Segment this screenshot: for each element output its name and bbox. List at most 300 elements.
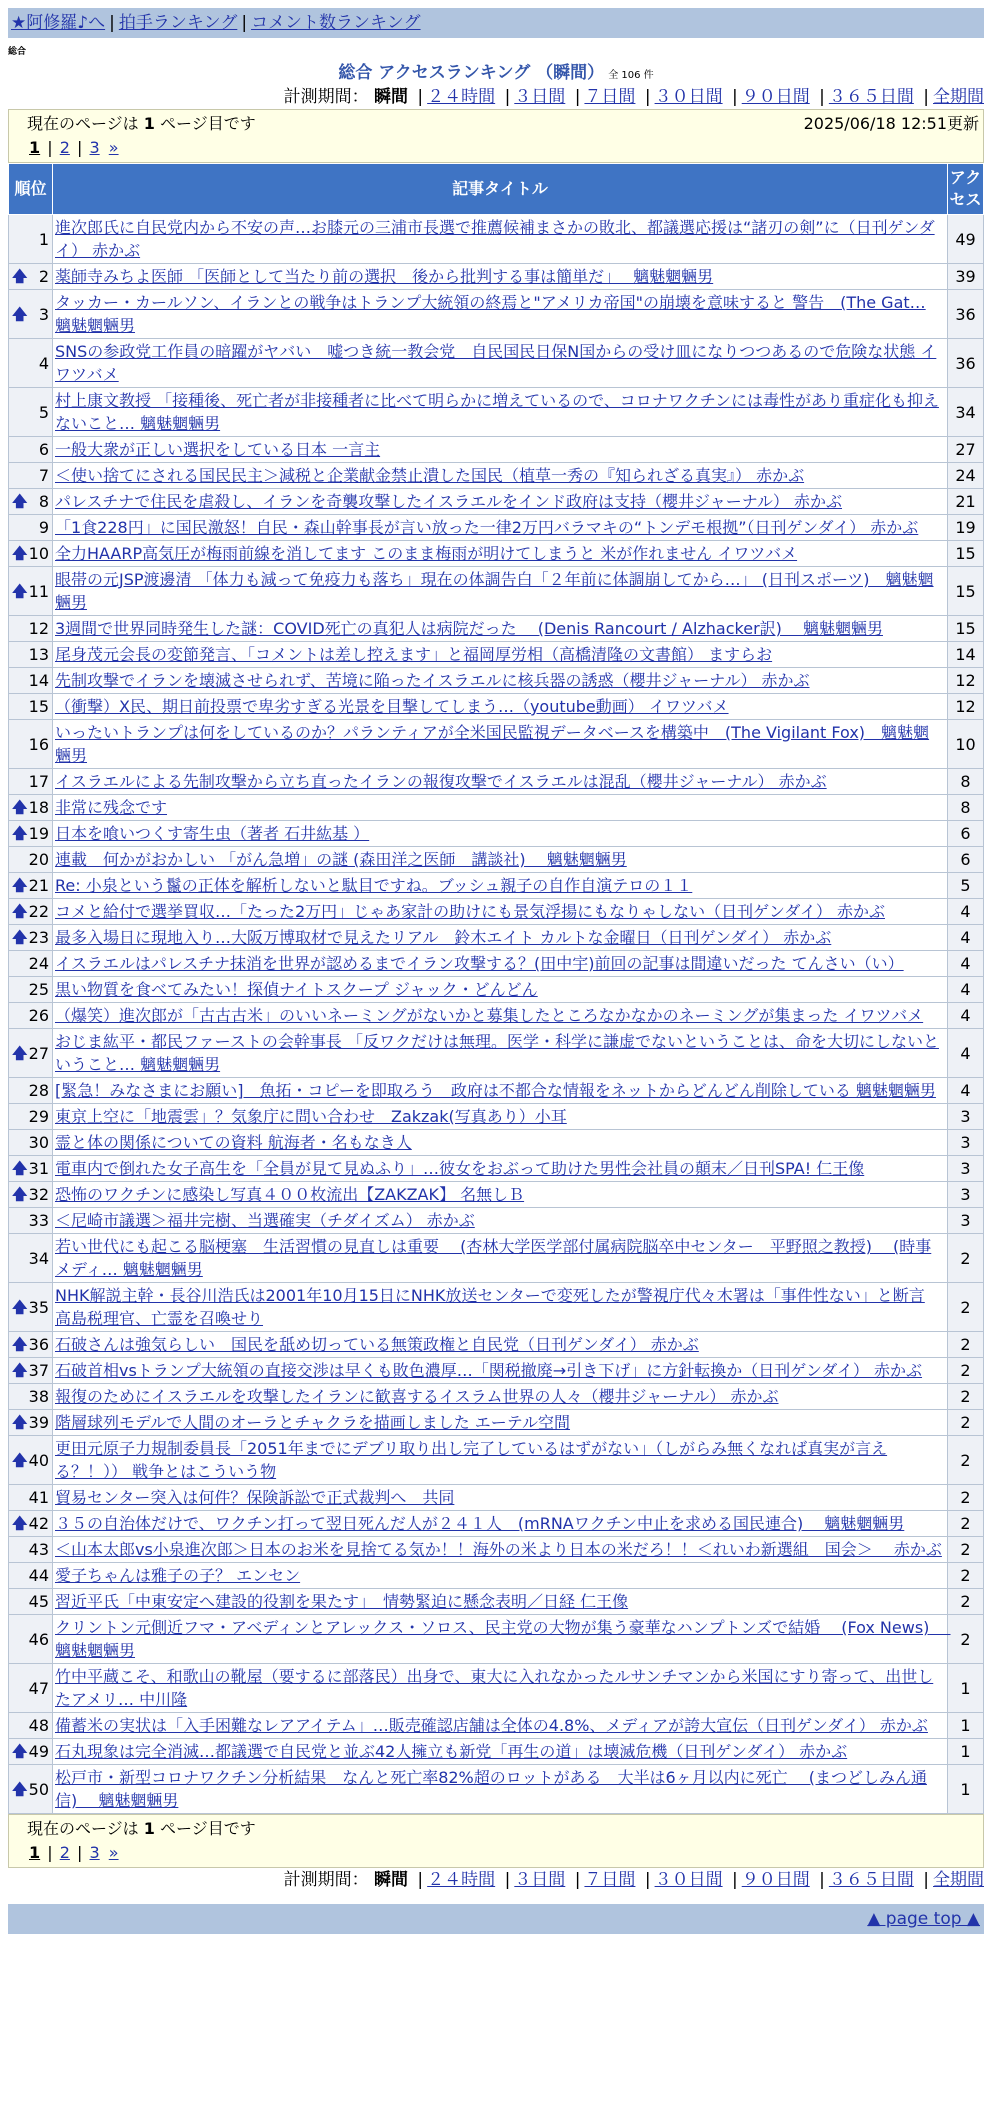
access-count-cell: 8	[948, 769, 984, 795]
rank-cell	[9, 463, 53, 489]
access-count-cell: 6	[948, 847, 984, 873]
rank-up-arrow-icon: 🡅	[12, 544, 28, 562]
title-cell	[53, 847, 948, 873]
rank-number: 23	[28, 928, 49, 947]
rank-cell	[9, 1615, 53, 1664]
ranking-table-body	[9, 215, 984, 1814]
rank-number: 41	[28, 1488, 49, 1507]
title-cell	[53, 769, 948, 795]
title-cell	[53, 1208, 948, 1234]
title-cell	[53, 1234, 948, 1283]
table-row	[9, 1029, 984, 1078]
article-title-link[interactable]: 進次郎氏に自民党内から不安の声…お膝元の三浦市長選で推薦候補まさかの敗北、都議選応援は“諸刃の剣”に（日刊ゲンダイ） 赤かぶ	[55, 218, 935, 260]
article-title-link[interactable]: 薬師寺みちよ医師 「医師として当たり前の選択 後から批判する事は簡単だ」 魑魅魍魎男	[55, 267, 714, 286]
period-separator: |	[644, 1870, 651, 1890]
title-cell	[53, 668, 948, 694]
rank-cell	[9, 1511, 53, 1537]
bottom-bar	[8, 1904, 984, 1934]
rank-up-arrow-icon: 🡅	[12, 492, 28, 510]
rank-number: 47	[28, 1678, 49, 1698]
nav-separator: |	[241, 13, 248, 33]
rank-cell	[9, 1332, 53, 1358]
rank-number: 34	[28, 1248, 49, 1268]
article-title-link[interactable]: 眼帯の元JSP渡邊清 「体力も減って免疫力も落ち」現在の体調告白「２年前に体調崩してから…」 (日刊スポーツ) 魑魅魍魎男	[55, 570, 934, 612]
title-cell	[53, 1615, 951, 1664]
table-row	[9, 1332, 984, 1358]
table-row	[9, 1130, 984, 1156]
rank-cell	[9, 694, 53, 720]
rank-cell	[9, 873, 53, 899]
table-row	[9, 1078, 984, 1104]
period-link-7d[interactable]: ７日間	[584, 87, 636, 107]
table-row	[9, 489, 984, 515]
title-cell	[53, 489, 948, 515]
page-link-2[interactable]: 2	[59, 138, 70, 157]
rank-cell	[9, 821, 53, 847]
title-cell	[53, 264, 948, 290]
title-cell	[53, 1739, 948, 1765]
rank-cell	[9, 489, 53, 515]
access-count-cell: 3	[948, 1182, 984, 1208]
rank-cell	[9, 1003, 53, 1029]
rank-up-arrow-icon: 🡅	[12, 1742, 28, 1760]
access-count-cell: 2	[948, 1615, 984, 1664]
article-title-link[interactable]: 竹中平蔵こそ、和歌山の靴屋（要するに部落民）出身で、東大に入れなかったルサンチマンから米国にすり寄って、出世したアメリ… 中川隆	[55, 1667, 934, 1709]
period-separator: |	[417, 1870, 424, 1890]
period-link-90d[interactable]: ９０日間	[741, 87, 810, 107]
access-count-cell: 1	[948, 1713, 984, 1739]
table-row	[9, 1765, 984, 1814]
table-row	[9, 437, 984, 463]
period-link-3d[interactable]: ３日間	[514, 87, 566, 107]
rank-cell	[9, 899, 53, 925]
period-link-365d[interactable]: ３６５日間	[828, 1870, 914, 1890]
table-row	[9, 1156, 984, 1182]
rank-up-arrow-icon: 🡅	[12, 824, 28, 842]
article-title-link[interactable]: 東京上空に「地震雲」？気象庁に問い合わせ Zakzak(写真あり）小耳	[55, 1107, 567, 1126]
rank-cell	[9, 567, 53, 616]
rank-cell	[9, 720, 53, 769]
access-count-cell: 2	[948, 1283, 984, 1332]
access-count-cell: 2	[948, 1511, 984, 1537]
period-separator: |	[644, 87, 651, 107]
period-link-90d[interactable]: ９０日間	[741, 1870, 810, 1890]
access-count-cell: 24	[948, 463, 984, 489]
period-current: 瞬間	[374, 87, 409, 107]
article-title-link[interactable]: 松戸市・新型コロナワクチン分析結果 なんと死亡率82%超のロットがある 大半は6ヶ月以内に死亡 (まつどしみん通信) 魑魅魍魎男	[55, 1768, 927, 1810]
period-link-3d[interactable]: ３日間	[514, 1870, 566, 1890]
period-link-all[interactable]: 全期間	[933, 1870, 984, 1890]
table-row	[9, 616, 984, 642]
table-row	[9, 873, 984, 899]
rank-up-arrow-icon: 🡅	[12, 304, 28, 323]
article-title-link[interactable]: SNSの参政党工作員の暗躍がヤバい 嘘つき統一教会党 自民国民日保N国からの受け皿になりつつあるので危険な状態 イワツバメ	[55, 342, 937, 384]
page-text-post: ページ目です	[154, 114, 256, 133]
table-row	[9, 1537, 984, 1563]
updated-timestamp: 2025/06/18 12:51更新	[803, 114, 979, 133]
article-title-link[interactable]: （衝撃）X民、期日前投票で卑劣すぎる光景を目撃してしまう…（youtube動画） イワツバメ	[55, 697, 729, 716]
article-title-link[interactable]: 愛子ちゃんは雅子の子？ エンセン	[55, 1566, 301, 1585]
title-cell	[53, 1436, 948, 1485]
access-count-cell: 15	[948, 567, 984, 616]
rank-number: 10	[28, 544, 49, 563]
period-link-30d[interactable]: ３０日間	[654, 1870, 723, 1890]
access-count-cell: 2	[948, 1589, 984, 1615]
page-link-3[interactable]: 3	[89, 1843, 100, 1862]
page-link-current[interactable]: 1	[29, 138, 41, 157]
page-info-bottom	[8, 1814, 984, 1868]
rank-up-arrow-icon: 🡅	[12, 581, 28, 600]
access-count-cell: 4	[948, 925, 984, 951]
article-title-link[interactable]: （爆笑）進次郎が「古古古米」のいいネーミングがないかと募集したところなかなかのネーミングが集まった イワツバメ	[55, 1006, 924, 1025]
period-label: 計測期間：	[283, 1870, 369, 1890]
article-title-link[interactable]: 非常に残念です	[55, 798, 168, 817]
rank-number: 13	[28, 645, 49, 664]
rank-cell	[9, 1485, 53, 1511]
article-title-link[interactable]: 備蓄米の実状は「入手困難なレアアイテム」…販売確認店舗は全体の4.8%、メディアが誇大宣伝（日刊ゲンダイ） 赤かぶ	[55, 1716, 928, 1735]
period-link-365d[interactable]: ３６５日間	[828, 87, 914, 107]
access-count-cell: 4	[948, 1029, 984, 1078]
title-cell	[53, 1130, 948, 1156]
article-title-link[interactable]: イスラエルはパレスチナ抹消を世界が認めるまでイラン攻撃する？(田中宇)前回の記事は間違いだった てんさい（い）	[55, 954, 904, 973]
rank-number: 16	[28, 734, 49, 754]
rank-number: 20	[28, 850, 49, 869]
page-link-2[interactable]: 2	[59, 1843, 70, 1862]
table-row	[9, 1664, 984, 1713]
title-cell	[53, 694, 948, 720]
article-title-link[interactable]: [緊急！みなさまにお願い] 魚拓・コピーを即取ろう 政府は不都合な情報をネットからどんどん削除している 魑魅魍魎男	[55, 1081, 936, 1100]
article-title-link[interactable]: 石丸現象は完全消滅…都議選で自民党と並ぶ42人擁立も新党「再生の道」は壊滅危機（日刊ゲンダイ） 赤かぶ	[55, 1742, 848, 1761]
period-separator: |	[819, 1870, 825, 1890]
article-title-link[interactable]: 「1食228円」に国民激怒！自民・森山幹事長が言い放った一律2万円バラマキの“トンデモ根拠”（日刊ゲンダイ） 赤かぶ	[55, 518, 919, 537]
title-cell	[53, 388, 948, 437]
title-cell	[53, 720, 948, 769]
article-title-link[interactable]: コメと給付で選挙買収…「たった2万円」じゃあ家計の助けにも景気浮揚にもなりゃしない（日刊ゲンダイ） 赤かぶ	[55, 902, 885, 921]
access-count-cell: 1	[948, 1739, 984, 1765]
rank-number: 18	[28, 798, 49, 817]
page-top-link[interactable]: ▲ page top ▲	[867, 1909, 980, 1929]
article-title-link[interactable]: 3週間で世界同時発生した謎：COVID死亡の真犯人は病院だった (Denis Rancourt / Alzhacker訳) 魑魅魍魎男	[55, 619, 883, 638]
article-title-link[interactable]: イスラエルによる先制攻撃から立ち直ったイランの報復攻撃でイスラエルは混乱（櫻井ジャーナル） 赤かぶ	[55, 772, 827, 791]
rank-cell	[9, 847, 53, 873]
table-row	[9, 541, 984, 567]
rank-cell	[9, 1563, 53, 1589]
rank-number: 50	[28, 1779, 49, 1799]
title-cell	[53, 1182, 948, 1208]
rank-number: 9	[38, 518, 49, 537]
period-separator: |	[574, 87, 581, 107]
article-title-link[interactable]: 習近平氏「中東安定へ建設的役割を果たす」 情勢緊迫に懸念表明／日経 仁王像	[55, 1592, 629, 1611]
rank-cell	[9, 1410, 53, 1436]
rank-cell	[9, 1358, 53, 1384]
page-link-current[interactable]: 1	[29, 1843, 41, 1862]
table-row	[9, 1589, 984, 1615]
access-count-cell: 39	[948, 264, 984, 290]
pagination	[27, 1841, 977, 1865]
title-cell	[53, 1078, 948, 1104]
article-title-link[interactable]: Re: 小泉という鬣の正体を解析しないと駄目ですね。ブッシュ親子の自作自演テロの１１	[55, 876, 693, 895]
title-cell	[53, 821, 948, 847]
title-cell	[53, 1765, 948, 1814]
article-title-link[interactable]: いったいトランプは何をしているのか？パランティアが全米国民監視データベースを構築中 (The Vigilant Fox) 魑魅魍魎男	[55, 723, 930, 765]
rank-cell	[9, 951, 53, 977]
rank-cell	[9, 1537, 53, 1563]
rank-number: 11	[28, 581, 49, 601]
rank-up-arrow-icon: 🡅	[12, 902, 28, 920]
title-cell	[53, 215, 948, 264]
table-row	[9, 1410, 984, 1436]
rank-number: 49	[28, 1742, 49, 1761]
rank-number: 27	[28, 1043, 49, 1063]
table-row	[9, 1234, 984, 1283]
article-title-link[interactable]: 石破首相vsトランプ大統領の直接交渉は早くも敗色濃厚…「関税撤廃→引き下げ」に方針転換か（日刊ゲンダイ） 赤かぶ	[55, 1361, 923, 1380]
rank-cell	[9, 1182, 53, 1208]
access-count-cell: 3	[948, 1104, 984, 1130]
article-title-link[interactable]: 黒い物質を食べてみたい！探偵ナイトスクープ ジャック・どんどん	[55, 980, 538, 999]
rank-cell	[9, 1664, 53, 1713]
table-row	[9, 925, 984, 951]
article-title-link[interactable]: 報復のためにイスラエルを攻撃したイランに歓喜するイスラム世界の人々（櫻井ジャーナル） 赤かぶ	[55, 1387, 779, 1406]
article-title-link[interactable]: 連載 何かがおかしい 「がん急増」の謎 (森田洋之医師 講談社) 魑魅魍魎男	[55, 850, 627, 869]
rank-number: 33	[28, 1211, 49, 1230]
table-row	[9, 977, 984, 1003]
title-column-header: 記事タイトル	[53, 164, 948, 215]
period-selector-top	[8, 85, 984, 109]
access-count-cell: 2	[948, 1436, 984, 1485]
page-link-3[interactable]: 3	[89, 138, 100, 157]
pagination	[27, 136, 977, 160]
article-title-link[interactable]: ３５の自治体だけで、ワクチン打って翌日死んだ人が２４１人 (mRNAワクチン中止を求める国民連合) 魑魅魍魎男	[55, 1514, 905, 1533]
article-title-link[interactable]: パレスチナで住民を虐殺し、イランを奇襲攻撃したイスラエルをインド政府は支持（櫻井ジャーナル） 赤かぶ	[55, 492, 843, 511]
rank-number: 3	[38, 304, 49, 324]
table-row	[9, 339, 984, 388]
access-count-cell: 15	[948, 541, 984, 567]
page-number: 1	[143, 1819, 155, 1838]
table-row	[9, 290, 984, 339]
title-cell	[53, 1156, 948, 1182]
access-count-cell: 1	[948, 1664, 984, 1713]
access-count-cell: 2	[948, 1234, 984, 1283]
access-count-cell: 2	[948, 1537, 984, 1563]
page-text-post: ページ目です	[154, 1819, 256, 1838]
access-count-cell: 36	[948, 290, 984, 339]
table-row	[9, 1713, 984, 1739]
table-row	[9, 1208, 984, 1234]
rank-number: 4	[38, 353, 49, 373]
article-title-link[interactable]: 更田元原子力規制委員長「2051年までにデブリ取り出し完了しているはずがない」（しがらみ無くなれば真実が言える？！）） 戦争とはこういう物	[55, 1439, 888, 1481]
period-separator: |	[574, 1870, 581, 1890]
page-text-pre: 現在のページは	[27, 114, 144, 133]
rank-number: 5	[38, 402, 49, 422]
article-title-link[interactable]: 村上康文教授 「接種後、死亡者が非接種者に比べて明らかに増えているので、コロナワクチンには毒性があり重症化も抑えないこと… 魑魅魍魎男	[55, 391, 939, 433]
table-row	[9, 1739, 984, 1765]
page-link-next[interactable]: »	[108, 1843, 119, 1862]
article-title-link[interactable]: 全力HAARP高気圧が梅雨前線を消してます このまま梅雨が明けてしまうと 米が作れません イワツバメ	[55, 544, 798, 563]
rank-up-arrow-icon: 🡅	[12, 1450, 28, 1469]
table-row	[9, 264, 984, 290]
page-wrapper	[8, 0, 984, 1934]
title-cell	[53, 1563, 948, 1589]
rank-cell	[9, 437, 53, 463]
access-count-cell: 4	[948, 1003, 984, 1029]
rank-number: 22	[28, 902, 49, 921]
table-row	[9, 215, 984, 264]
period-link-7d[interactable]: ７日間	[584, 1870, 636, 1890]
article-title-link[interactable]: 若い世代にも起こる脳梗塞 生活習慣の見直しは重要 (杏林大学医学部付属病院脳卒中センター 平野照之教授) (時事メディ… 魑魅魍魎男	[55, 1237, 932, 1279]
access-count-cell: 8	[948, 795, 984, 821]
access-count-cell: 2	[948, 1485, 984, 1511]
period-link-30d[interactable]: ３０日間	[654, 87, 723, 107]
article-title-link[interactable]: クリントン元側近フマ・アベディンとアレックス・ソロス、民主党の大物が集う豪華なハンプトンズで結婚 (Fox News) 魑魅魍魎男	[55, 1618, 951, 1660]
category-label: 総合	[8, 47, 27, 57]
page-separator: |	[77, 1843, 83, 1862]
title-cell	[53, 795, 948, 821]
title-cell	[53, 1358, 948, 1384]
page-title: 総合 アクセスランキング （瞬間）	[338, 63, 605, 83]
rank-number: 30	[28, 1133, 49, 1152]
rank-cell	[9, 1156, 53, 1182]
rank-up-arrow-icon: 🡅	[12, 1514, 28, 1532]
title-cell	[53, 1410, 948, 1436]
page-title-line	[8, 61, 984, 85]
period-link-24h[interactable]: ２４時間	[427, 87, 496, 107]
table-row	[9, 694, 984, 720]
rank-cell	[9, 1078, 53, 1104]
rank-cell	[9, 1130, 53, 1156]
rank-up-arrow-icon: 🡅	[12, 1043, 28, 1062]
table-row	[9, 567, 984, 616]
title-cell	[53, 899, 948, 925]
article-title-link[interactable]: 電車内で倒れた女子高生を「全員が見て見ぬふり」…彼女をおぶって助けた男性会社員の顛末／日刊SPA! 仁王像	[55, 1159, 865, 1178]
title-cell	[53, 567, 948, 616]
access-count-cell: 2	[948, 1410, 984, 1436]
rank-cell	[9, 1208, 53, 1234]
rank-number: 39	[28, 1413, 49, 1432]
rank-cell	[9, 1234, 53, 1283]
article-title-link[interactable]: 貿易センター突入は何件？保険訴訟で正式裁判へ 共同	[55, 1488, 455, 1507]
rank-up-arrow-icon: 🡅	[12, 876, 28, 894]
period-link-24h[interactable]: ２４時間	[427, 1870, 496, 1890]
title-cell	[53, 1511, 948, 1537]
rank-cell	[9, 1713, 53, 1739]
title-cell	[53, 1104, 948, 1130]
title-cell	[53, 1029, 948, 1078]
article-title-link[interactable]: 最多入場日に現地入り…大阪万博取材で見えたリアル 鈴木エイト カルトな金曜日（日刊ゲンダイ） 赤かぶ	[55, 928, 832, 947]
page-link-next[interactable]: »	[108, 138, 119, 157]
rank-cell	[9, 795, 53, 821]
access-count-cell: 15	[948, 616, 984, 642]
access-count-cell: 27	[948, 437, 984, 463]
rank-up-arrow-icon: 🡅	[12, 1159, 28, 1177]
rank-cell	[9, 1739, 53, 1765]
rank-number: 46	[28, 1629, 49, 1649]
article-title-link[interactable]: 尾身茂元会長の変節発言、「コメントは差し控えます」と福岡厚労相（高橋清隆の文書館） ますらお	[55, 645, 773, 664]
access-count-cell: 4	[948, 899, 984, 925]
access-count-cell: 4	[948, 977, 984, 1003]
rank-up-arrow-icon: 🡅	[12, 267, 28, 285]
article-title-link[interactable]: タッカー・カールソン、イランとの戦争はトランプ大統領の終焉と"アメリカ帝国"の崩壊を意味すると 警告 (The Gat… 魑魅魍魎男	[55, 293, 926, 335]
title-cell	[53, 642, 948, 668]
access-count-cell: 1	[948, 1765, 984, 1814]
rank-number: 21	[28, 876, 49, 895]
title-cell	[53, 925, 948, 951]
rank-number: 38	[28, 1387, 49, 1406]
page-separator: |	[47, 1843, 53, 1862]
rank-number: 17	[28, 772, 49, 791]
article-title-link[interactable]: おじま紘平・都民ファーストの会幹事長 「反ワクだけは無理。医学・科学に謙虚でないということは、命を大切にしないということ… 魑魅魍魎男	[55, 1032, 939, 1074]
table-row	[9, 463, 984, 489]
rank-number: 1	[38, 229, 49, 249]
article-title-link[interactable]: NHK解説主幹・長谷川浩氏は2001年10月15日にNHK放送センターで変死したが警視庁代々木署は「事件性ない」と断言 高島税理官、亡霊を召喚せり	[55, 1286, 925, 1328]
title-cell	[53, 1713, 948, 1739]
rank-number: 7	[38, 466, 49, 485]
title-cell	[53, 616, 948, 642]
article-title-link[interactable]: 日本を喰いつくす寄生虫（著者 石井紘基 ）	[55, 824, 370, 843]
title-cell	[53, 339, 948, 388]
ranking-table	[8, 163, 984, 1814]
period-separator: |	[731, 1870, 738, 1890]
rank-cell	[9, 388, 53, 437]
top-nav-bar	[8, 8, 984, 38]
access-count-cell: 4	[948, 1078, 984, 1104]
article-title-link[interactable]: 一般大衆が正しい選択をしている日本 一言主	[55, 440, 381, 459]
rank-number: 6	[38, 440, 49, 459]
page-separator: |	[77, 138, 83, 157]
article-title-link[interactable]: 石破さんは強気らしい 国民を舐め切っている無策政権と自民党（日刊ゲンダイ） 赤かぶ	[55, 1335, 699, 1354]
table-row	[9, 951, 984, 977]
nav-link-comment-ranking[interactable]: コメント数ランキング	[251, 13, 421, 33]
table-row	[9, 1003, 984, 1029]
page-separator: |	[47, 138, 53, 157]
title-cell	[53, 541, 948, 567]
article-title-link[interactable]: ＜山本太郎vs小泉進次郎＞日本のお米を見捨てる気か！！海外の米より日本の米だろ！！＜れいわ新選組 国会＞ 赤かぶ	[55, 1540, 942, 1559]
access-count-cell: 19	[948, 515, 984, 541]
title-cell	[53, 1589, 948, 1615]
table-row	[9, 720, 984, 769]
access-count-cell: 10	[948, 720, 984, 769]
rank-number: 31	[28, 1159, 49, 1178]
title-cell	[53, 1332, 948, 1358]
access-count-cell: 36	[948, 339, 984, 388]
access-count-cell: 3	[948, 1208, 984, 1234]
access-count-cell: 2	[948, 1384, 984, 1410]
nav-link-asyura-home[interactable]: ★阿修羅♪へ	[11, 13, 106, 33]
rank-up-arrow-icon: 🡅	[12, 798, 28, 816]
article-title-link[interactable]: 恐怖のワクチンに感染し写真４００枚流出【ZAKZAK】 名無しＢ	[55, 1185, 525, 1204]
rank-number: 15	[28, 697, 49, 716]
rank-cell	[9, 642, 53, 668]
table-row	[9, 769, 984, 795]
rank-number: 35	[28, 1297, 49, 1317]
table-row	[9, 821, 984, 847]
rank-cell	[9, 1436, 53, 1485]
article-title-link[interactable]: ＜尼崎市議選＞福井完樹、当選確実（チダイズム） 赤かぶ	[55, 1211, 475, 1230]
rank-cell	[9, 515, 53, 541]
rank-number: 2	[38, 267, 49, 286]
article-title-link[interactable]: 階層球列モデルで人間のオーラとチャクラを描画しました エーテル空間	[55, 1413, 571, 1432]
access-count-cell: 6	[948, 821, 984, 847]
access-count-cell: 21	[948, 489, 984, 515]
article-title-link[interactable]: 先制攻撃でイランを壊滅させられず、苦境に陥ったイスラエルに核兵器の誘惑（櫻井ジャーナル） 赤かぶ	[55, 671, 810, 690]
period-current: 瞬間	[374, 1870, 409, 1890]
title-cell	[53, 1003, 948, 1029]
period-separator: |	[417, 87, 424, 107]
article-title-link[interactable]: ＜使い捨てにされる国民民主＞減税と企業献金禁止潰した国民（植草一秀の『知られざる真実』） 赤かぶ	[55, 466, 805, 485]
rank-up-arrow-icon: 🡅	[12, 1335, 28, 1353]
period-link-all[interactable]: 全期間	[933, 87, 984, 107]
article-title-link[interactable]: 霊と体の関係についての資料 航海者・名もなき人	[55, 1133, 412, 1152]
nav-link-clap-ranking[interactable]: 拍手ランキング	[118, 13, 238, 33]
